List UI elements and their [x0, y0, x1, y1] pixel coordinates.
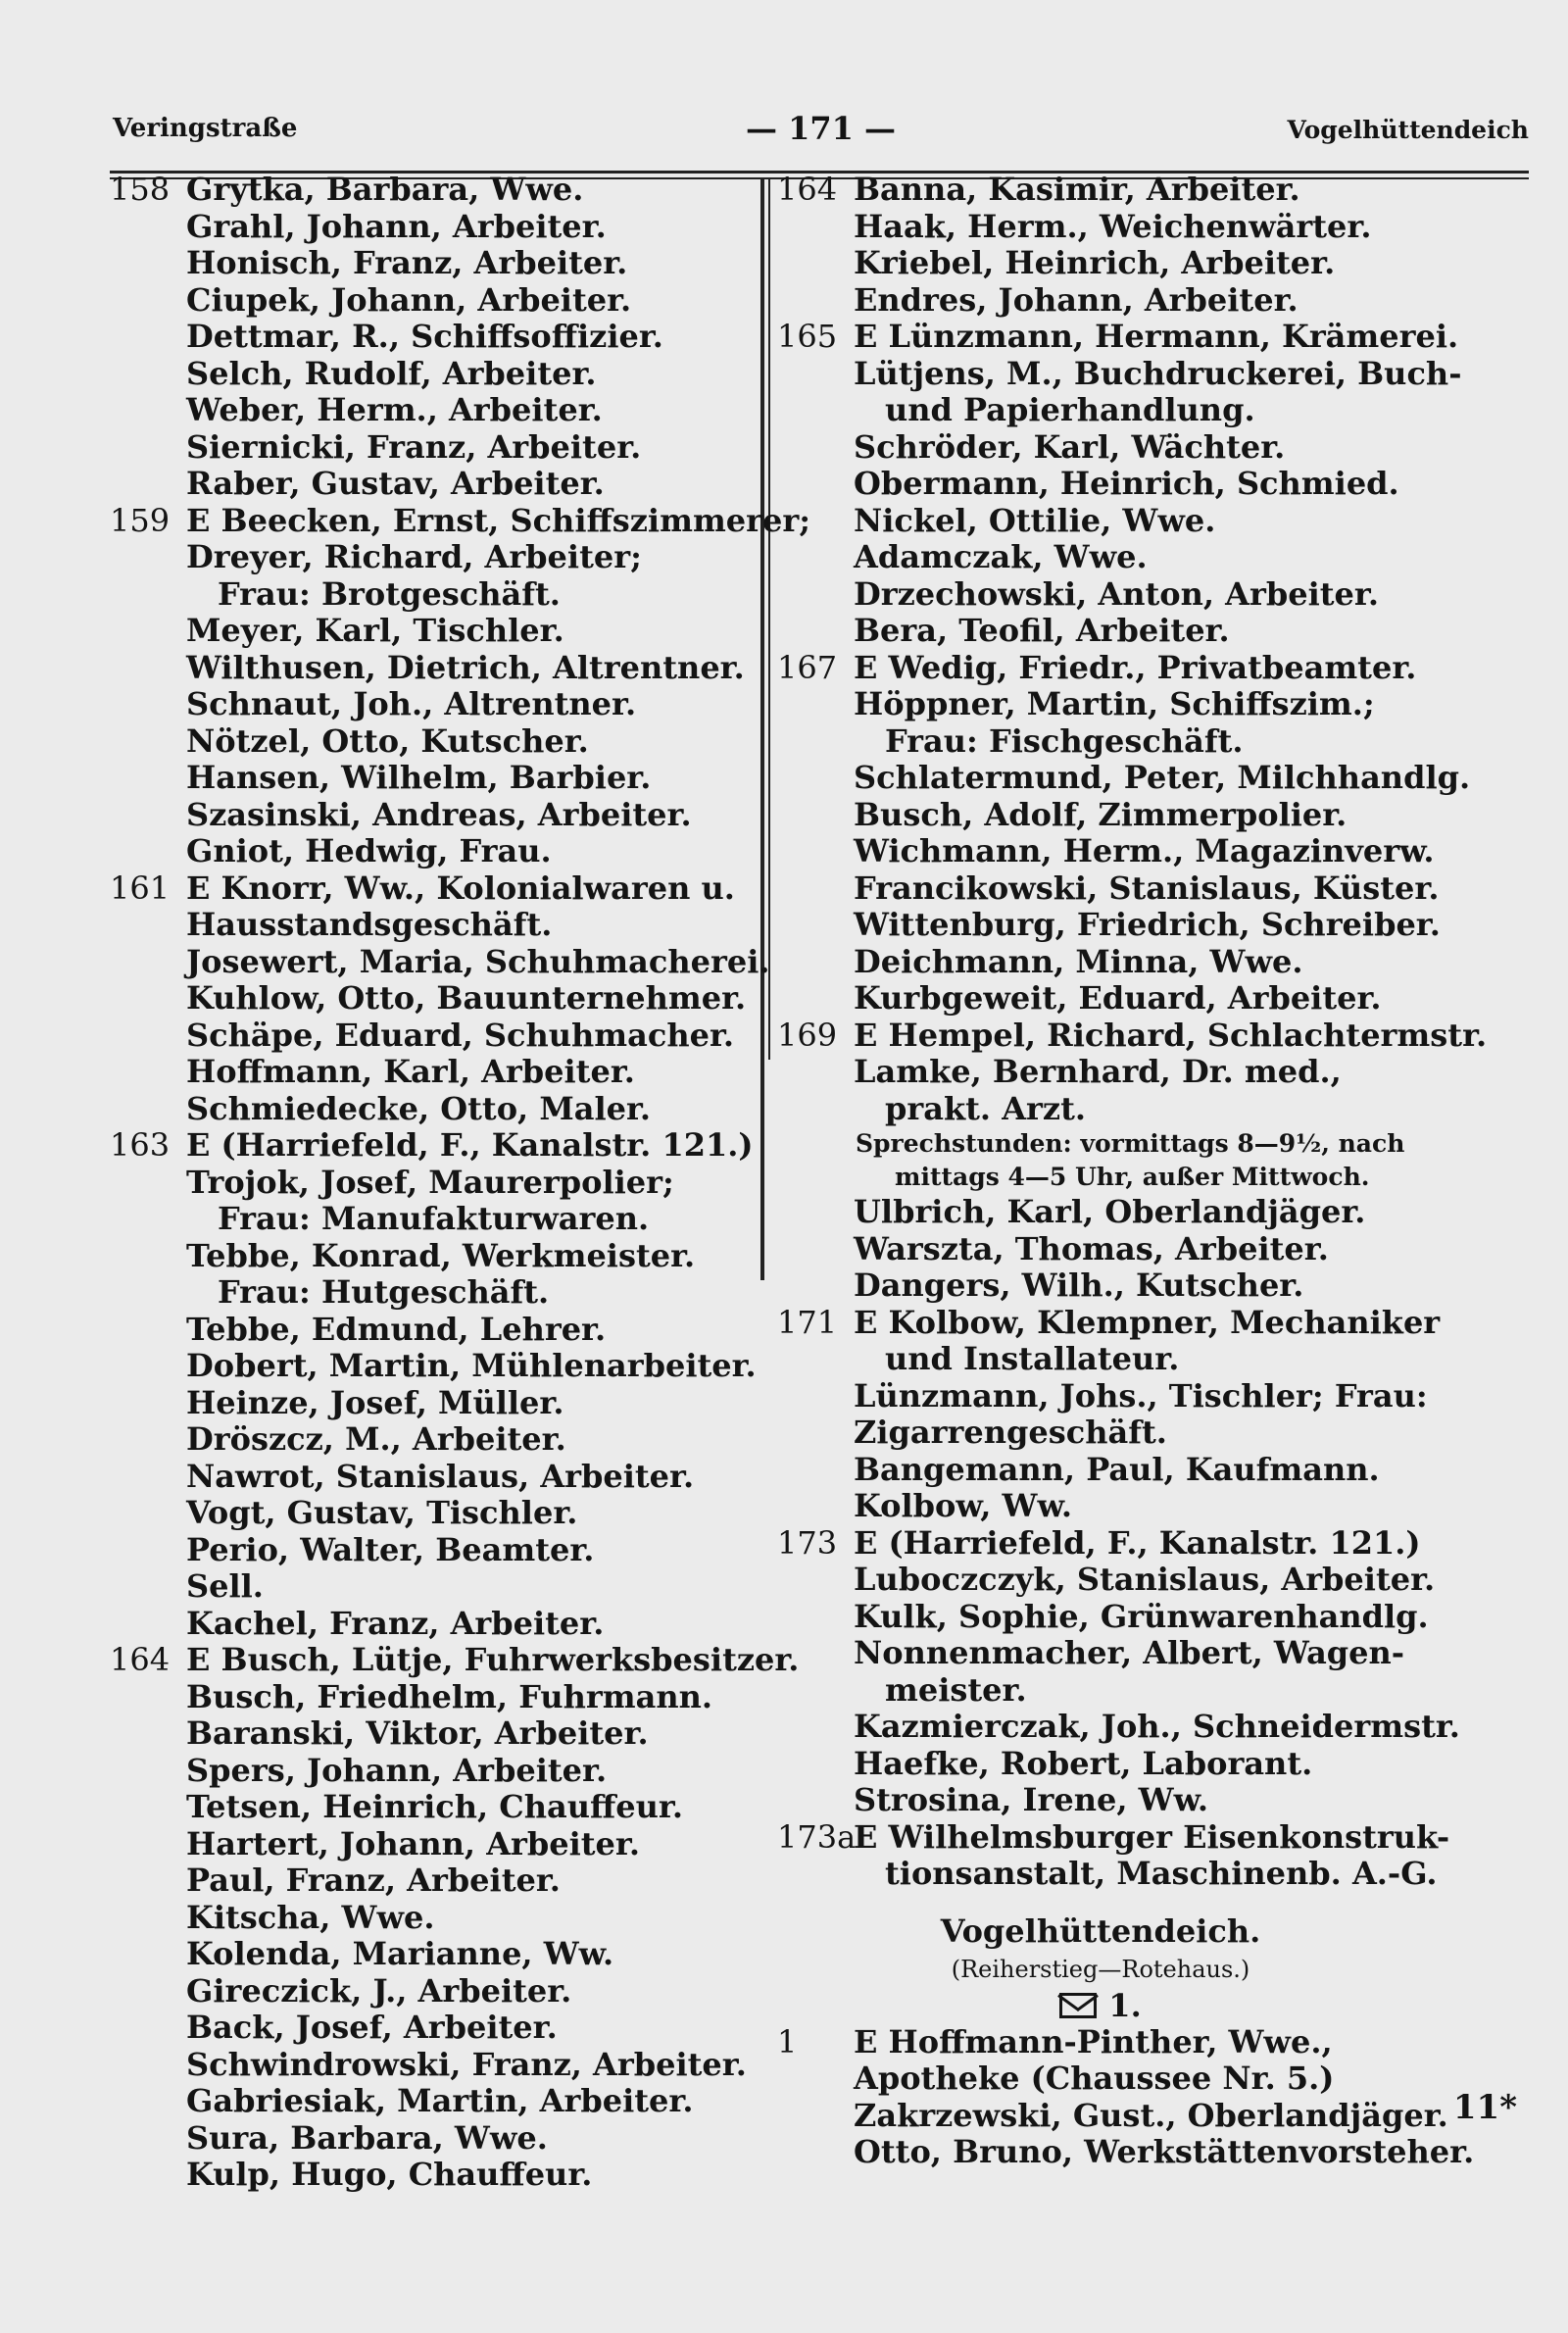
- resident-line: Warszta, Thomas, Arbeiter.: [854, 1229, 1329, 1267]
- resident-line: Frau: Manufakturwaren.: [218, 1200, 650, 1237]
- resident-line: Lamke, Bernhard, Dr. med.,: [854, 1053, 1342, 1090]
- resident-line: Frau: Fischgeschäft.: [885, 721, 1244, 760]
- resident-line: E Beecken, Ernst, Schiffszimmerer;: [186, 501, 811, 539]
- resident-line: und Papierhandlung.: [885, 391, 1255, 428]
- header-left-street: Veringstraße: [113, 114, 298, 143]
- house-number: 158: [110, 171, 171, 208]
- resident-line: E Hoffmann-Pinther, Wwe.,: [854, 2022, 1333, 2060]
- resident-line: Meyer, Karl, Tischler.: [186, 612, 564, 649]
- office-hours-note: mittags 4—5 Uhr, außer Mittwoch.: [895, 1163, 1370, 1191]
- resident-line: Wichmann, Herm., Magazinverw.: [854, 832, 1435, 869]
- resident-line: Ciupek, Johann, Arbeiter.: [186, 280, 632, 319]
- resident-line: Höppner, Martin, Schiffszim.;: [854, 685, 1375, 722]
- resident-line: Dröszcz, M., Arbeiter.: [186, 1420, 566, 1458]
- resident-line: Gniot, Hedwig, Frau.: [186, 832, 552, 869]
- resident-line: Kulk, Sophie, Grünwarenhandlg.: [854, 1597, 1429, 1635]
- resident-line: und Installateur.: [885, 1340, 1180, 1377]
- house-entry: [110, 1641, 800, 2194]
- resident-line: Schäpe, Eduard, Schuhmacher.: [186, 1016, 735, 1054]
- resident-line: Hartert, Johann, Arbeiter.: [186, 1824, 640, 1862]
- resident-line: Siernicki, Franz, Arbeiter.: [186, 427, 642, 466]
- house-number: 164: [777, 171, 838, 208]
- resident-line: Bera, Teofil, Arbeiter.: [854, 612, 1230, 649]
- resident-line: Nonnenmacher, Albert, Wagen-: [854, 1634, 1405, 1671]
- resident-line: Kachel, Franz, Arbeiter.: [186, 1604, 605, 1642]
- resident-line: tionsanstalt, Maschinenb. A.-G.: [885, 1855, 1438, 1892]
- house-entry: [777, 172, 1424, 319]
- resident-line: Frau: Brotgeschäft.: [218, 574, 561, 613]
- house-entry: [777, 318, 1462, 650]
- house-entry: [777, 1016, 1488, 1305]
- resident-line: Tebbe, Konrad, Werkmeister.: [186, 1236, 696, 1274]
- resident-line: Paul, Franz, Arbeiter.: [186, 1861, 561, 1899]
- resident-line: E Knorr, Ww., Kolonialwaren u.: [186, 869, 735, 907]
- resident-line: Endres, Johann, Arbeiter.: [854, 280, 1298, 319]
- resident-line: Spers, Johann, Arbeiter.: [186, 1751, 608, 1789]
- column-divider-thin: [768, 177, 770, 1060]
- resident-line: Wittenburg, Friedrich, Schreiber.: [854, 906, 1441, 943]
- resident-line: E (Harriefeld, F., Kanalstr. 121.): [854, 1523, 1421, 1562]
- resident-line: Francikowski, Stanislaus, Küster.: [854, 869, 1440, 907]
- resident-line: Wilthusen, Dietrich, Altrentner.: [186, 648, 745, 686]
- resident-line: Otto, Bruno, Werkstättenvorsteher.: [854, 2133, 1475, 2170]
- section-title: Vogelhüttendeich.: [940, 1911, 1261, 1950]
- house-number: 171: [777, 1303, 838, 1341]
- resident-line: Grahl, Johann, Arbeiter.: [186, 207, 607, 245]
- resident-line: Heinze, Josef, Müller.: [186, 1383, 564, 1421]
- house-number: 165: [777, 318, 838, 355]
- house-number: 1: [777, 2022, 798, 2060]
- resident-line: Szasinski, Andreas, Arbeiter.: [186, 795, 692, 833]
- resident-line: Strosina, Irene, Ww.: [854, 1781, 1209, 1818]
- resident-line: Raber, Gustav, Arbeiter.: [186, 465, 605, 502]
- resident-line: Hoffmann, Karl, Arbeiter.: [186, 1053, 635, 1090]
- resident-line: Kuhlow, Otto, Bauunternehmer.: [186, 979, 747, 1017]
- resident-line: Lünzmann, Johs., Tischler; Frau:: [854, 1376, 1428, 1415]
- header-right-street: Vogelhüttendeich: [1287, 116, 1529, 144]
- signature-mark: 11*: [1452, 2088, 1517, 2127]
- resident-line: Drzechowski, Anton, Arbeiter.: [854, 574, 1379, 613]
- resident-line: Hansen, Wilhelm, Barbier.: [186, 759, 652, 796]
- section-entries: [777, 2022, 1475, 2171]
- resident-line: Banna, Kasimir, Arbeiter.: [854, 171, 1300, 208]
- resident-line: E Wedig, Friedr., Privatbeamter.: [854, 648, 1417, 686]
- resident-line: Kolbow, Ww.: [854, 1487, 1072, 1524]
- resident-line: Nickel, Ottilie, Wwe.: [854, 501, 1216, 539]
- right-column-entries: [777, 171, 1488, 1893]
- postal-district-number: 1.: [1108, 1986, 1142, 2024]
- page-number: — 171 —: [745, 110, 897, 147]
- resident-line: Dreyer, Richard, Arbeiter;: [186, 538, 642, 575]
- resident-line: Selch, Rudolf, Arbeiter.: [186, 354, 597, 392]
- resident-line: Kazmierczak, Joh., Schneidermstr.: [854, 1708, 1460, 1745]
- resident-line: Honisch, Franz, Arbeiter.: [186, 244, 628, 281]
- resident-line: Busch, Adolf, Zimmerpolier.: [854, 795, 1348, 833]
- resident-line: Adamczak, Wwe.: [854, 538, 1148, 575]
- resident-line: Grytka, Barbara, Wwe.: [186, 171, 584, 208]
- resident-line: Gireczick, J., Arbeiter.: [186, 1971, 572, 2010]
- resident-line: Dettmar, R., Schiffsoffizier.: [186, 318, 663, 355]
- resident-line: Luboczczyk, Stanislaus, Arbeiter.: [854, 1561, 1436, 1598]
- resident-line: Schlatermund, Peter, Milchhandlg.: [854, 759, 1471, 796]
- house-number: 173: [777, 1523, 838, 1562]
- resident-line: Kolenda, Marianne, Ww.: [186, 1935, 614, 1972]
- resident-line: Back, Josef, Arbeiter.: [186, 2009, 558, 2046]
- house-number: 173a: [777, 1817, 857, 1856]
- house-entry: [110, 1127, 757, 1642]
- resident-line: Dobert, Martin, Mühlenarbeiter.: [186, 1347, 757, 1384]
- office-hours-note: Sprechstunden: vormittags 8—9½, nach: [856, 1129, 1405, 1158]
- page-header: [113, 110, 1529, 159]
- resident-line: Frau: Hutgeschäft.: [218, 1273, 550, 1311]
- resident-line: Perio, Walter, Beamter.: [186, 1530, 595, 1568]
- resident-line: Zakrzewski, Gust., Oberlandjäger.: [854, 2096, 1448, 2134]
- resident-line: E Hempel, Richard, Schlachtermstr.: [854, 1016, 1488, 1054]
- resident-line: E (Harriefeld, F., Kanalstr. 121.): [186, 1126, 754, 1164]
- resident-line: Kriebel, Heinrich, Arbeiter.: [854, 244, 1336, 281]
- house-number: 164: [110, 1641, 171, 1678]
- resident-line: meister.: [885, 1670, 1027, 1709]
- resident-line: Obermann, Heinrich, Schmied.: [854, 465, 1399, 502]
- resident-line: Kurbgeweit, Eduard, Arbeiter.: [854, 979, 1382, 1017]
- resident-line: Lütjens, M., Buchdruckerei, Buch-: [854, 354, 1462, 392]
- postal-district: [777, 1987, 1424, 2024]
- house-number: 163: [110, 1126, 171, 1164]
- street-section: [777, 1912, 1424, 2024]
- resident-line: Dangers, Wilh., Kutscher.: [854, 1266, 1304, 1304]
- resident-line: Schröder, Karl, Wächter.: [854, 427, 1286, 466]
- house-entry: [777, 1303, 1441, 1525]
- resident-line: Zigarrengeschäft.: [854, 1414, 1167, 1451]
- resident-line: Nawrot, Stanislaus, Arbeiter.: [186, 1457, 695, 1495]
- resident-line: Schmiedecke, Otto, Maler.: [186, 1089, 652, 1127]
- resident-line: Trojok, Josef, Maurerpolier;: [186, 1163, 674, 1201]
- resident-line: Haak, Herm., Weichenwärter.: [854, 207, 1372, 245]
- right-column: [777, 171, 1488, 2171]
- column-divider: [760, 177, 764, 1280]
- house-entry: [777, 648, 1471, 1018]
- resident-line: prakt. Arzt.: [885, 1089, 1086, 1127]
- resident-line: Busch, Friedhelm, Fuhrmann.: [186, 1677, 712, 1715]
- resident-line: Schnaut, Joh., Altrentner.: [186, 685, 637, 722]
- resident-line: Baranski, Viktor, Arbeiter.: [186, 1714, 649, 1752]
- resident-line: Nötzel, Otto, Kutscher.: [186, 721, 589, 760]
- resident-line: Bangemann, Paul, Kaufmann.: [854, 1450, 1380, 1488]
- resident-line: Tetsen, Heinrich, Chauffeur.: [186, 1788, 683, 1825]
- resident-line: Apotheke (Chaussee Nr. 5.): [854, 2060, 1335, 2097]
- resident-line: Josewert, Maria, Schuhmacherei.: [186, 942, 770, 980]
- resident-line: Kitscha, Wwe.: [186, 1898, 435, 1936]
- resident-line: Sura, Barbara, Wwe.: [186, 2118, 548, 2157]
- house-number: 167: [777, 648, 838, 686]
- resident-line: Vogt, Gustav, Tischler.: [186, 1494, 578, 1531]
- house-entry: [777, 1817, 1450, 1893]
- resident-line: E Wilhelmsburger Eisenkonstruk-: [854, 1817, 1450, 1856]
- house-number: 159: [110, 501, 171, 539]
- resident-line: Schwindrowski, Franz, Arbeiter.: [186, 2045, 747, 2083]
- house-number: 169: [777, 1016, 838, 1054]
- resident-line: Ulbrich, Karl, Oberlandjäger.: [854, 1193, 1366, 1230]
- resident-line: E Busch, Lütje, Fuhrwerksbesitzer.: [186, 1641, 800, 1678]
- envelope-icon: [1059, 1993, 1097, 2018]
- resident-line: E Lünzmann, Hermann, Krämerei.: [854, 318, 1459, 355]
- section-subtitle: (Reiherstieg—Rotehaus.): [951, 1955, 1250, 1983]
- resident-line: E Kolbow, Klempner, Mechaniker: [854, 1303, 1441, 1341]
- resident-line: Tebbe, Edmund, Lehrer.: [186, 1310, 607, 1348]
- resident-line: Haefke, Robert, Laborant.: [854, 1744, 1313, 1782]
- resident-line: Weber, Herm., Arbeiter.: [186, 391, 603, 428]
- resident-line: Hausstandsgeschäft.: [186, 906, 553, 943]
- resident-line: Kulp, Hugo, Chauffeur.: [186, 2156, 593, 2193]
- resident-line: Gabriesiak, Martin, Arbeiter.: [186, 2082, 694, 2119]
- house-entry: [777, 2022, 1475, 2171]
- house-entry: [110, 172, 757, 503]
- resident-line: Deichmann, Minna, Wwe.: [854, 942, 1303, 980]
- resident-line: Sell.: [186, 1567, 264, 1605]
- house-number: 161: [110, 869, 171, 907]
- house-entry: [777, 1523, 1460, 1819]
- house-entry: [110, 869, 770, 1128]
